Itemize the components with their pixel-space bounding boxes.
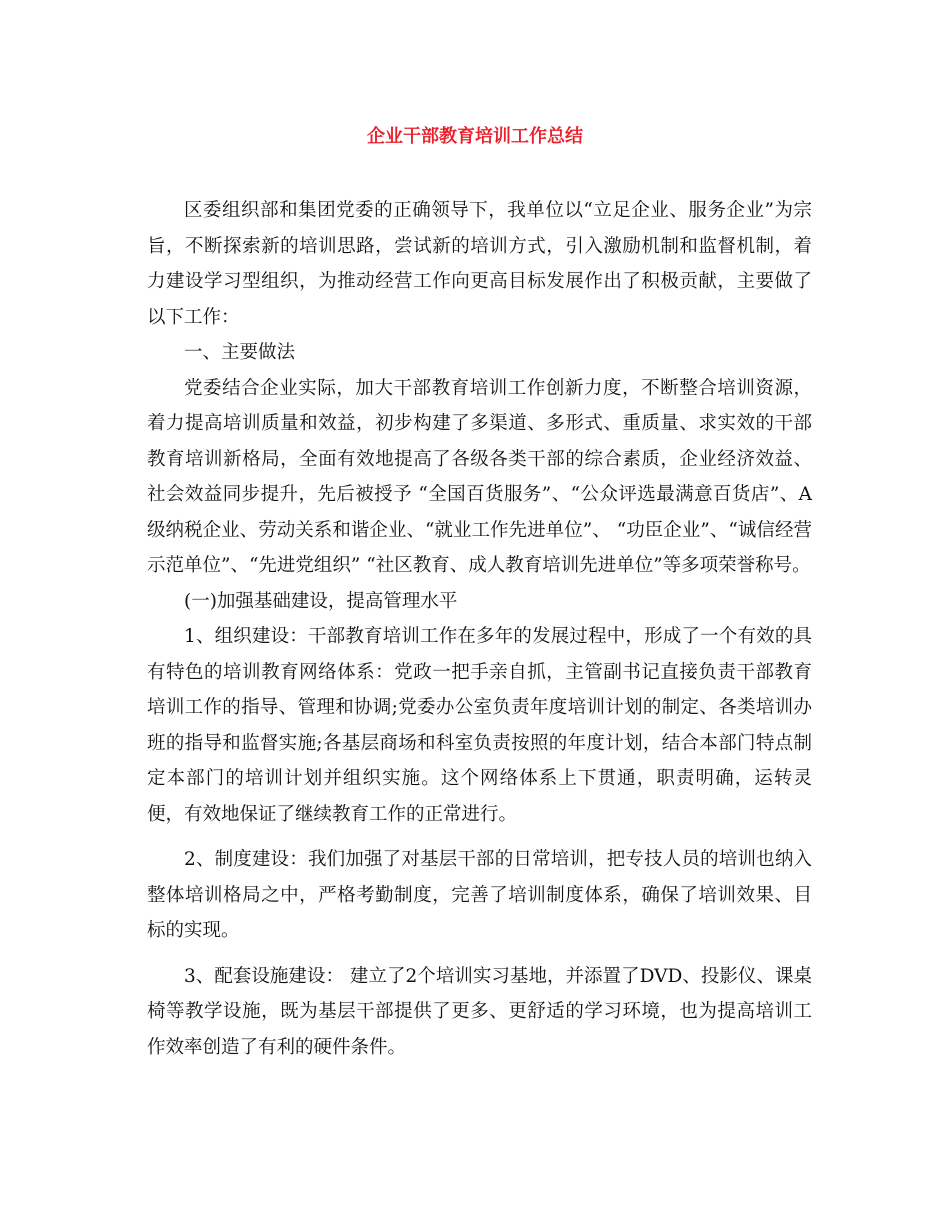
paragraph-intro: 区委组织部和集团党委的正确领导下，我单位以“立足企业、服务企业”为宗旨，不断探索新的培训思路，尝试新的培训方式，引入激励机制和监督机制，着力建设学习型组织，为推动经营工作向更高目标发展作出了积极贡献，主要做了以下工作： — [147, 200, 812, 328]
document-title: 企业干部教育培训工作总结 — [367, 126, 583, 147]
paragraph-system-building: 2、制度建设：我们加强了对基层干部的日常培训，把专技人员的培训也纳入整体培训格局之中，严格考勤制度，完善了培训制度体系，确保了培训效果、目标的实现。 — [147, 849, 812, 941]
paragraph-facility-building: 3、配套设施建设： 建立了2个培训实习基地，并添置了DVD、投影仪、课桌椅等教学设施，既为基层干部提供了更多、更舒适的学习环境，也为提高培训工作效率创造了有利的硬件条件。 — [147, 965, 812, 1058]
paragraph-organization-building: 1、组织建设：干部教育培训工作在多年的发展过程中，形成了一个有效的具有特色的培训教育网络体系：党政一把手亲自抓，主管副书记直接负责干部教育培训工作的指导、管理和协调;党委办公室负责年度培训计划的制定、各类培训办班的指导和监督实施;各基层商场和科室负责按照的年度计划，结合本部门特点制定本部门的培训计划并组织实施。这个网络体系上下贯通，职责明确，运转灵便，有效地保证了继续教育工作的正常进行。 — [147, 626, 812, 825]
document-body — [147, 193, 812, 1065]
paragraph-overview: 党委结合企业实际，加大干部教育培训工作创新力度，不断整合培训资源，着力提高培训质量和效益，初步构建了多渠道、多形式、重质量、求实效的干部教育培训新格局，全面有效地提高了各级各类干部的综合素质，企业经济效益、社会效益同步提升，先后被授予 “全国百货服务”、“公众评选最满意百货店”、A级纳税企业、劳动关系和谐企业、“就业工作先进单位”、 “功臣企业”、“诚信经营示范单位”、“先进党组织” “社区教育、成人教育培训先进单位”等多项荣誉称号。 — [147, 377, 812, 576]
section-heading-main-practices: 一、主要做法 — [184, 342, 296, 363]
subsection-heading-infrastructure: (一)加强基础建设，提高管理水平 — [184, 590, 458, 612]
